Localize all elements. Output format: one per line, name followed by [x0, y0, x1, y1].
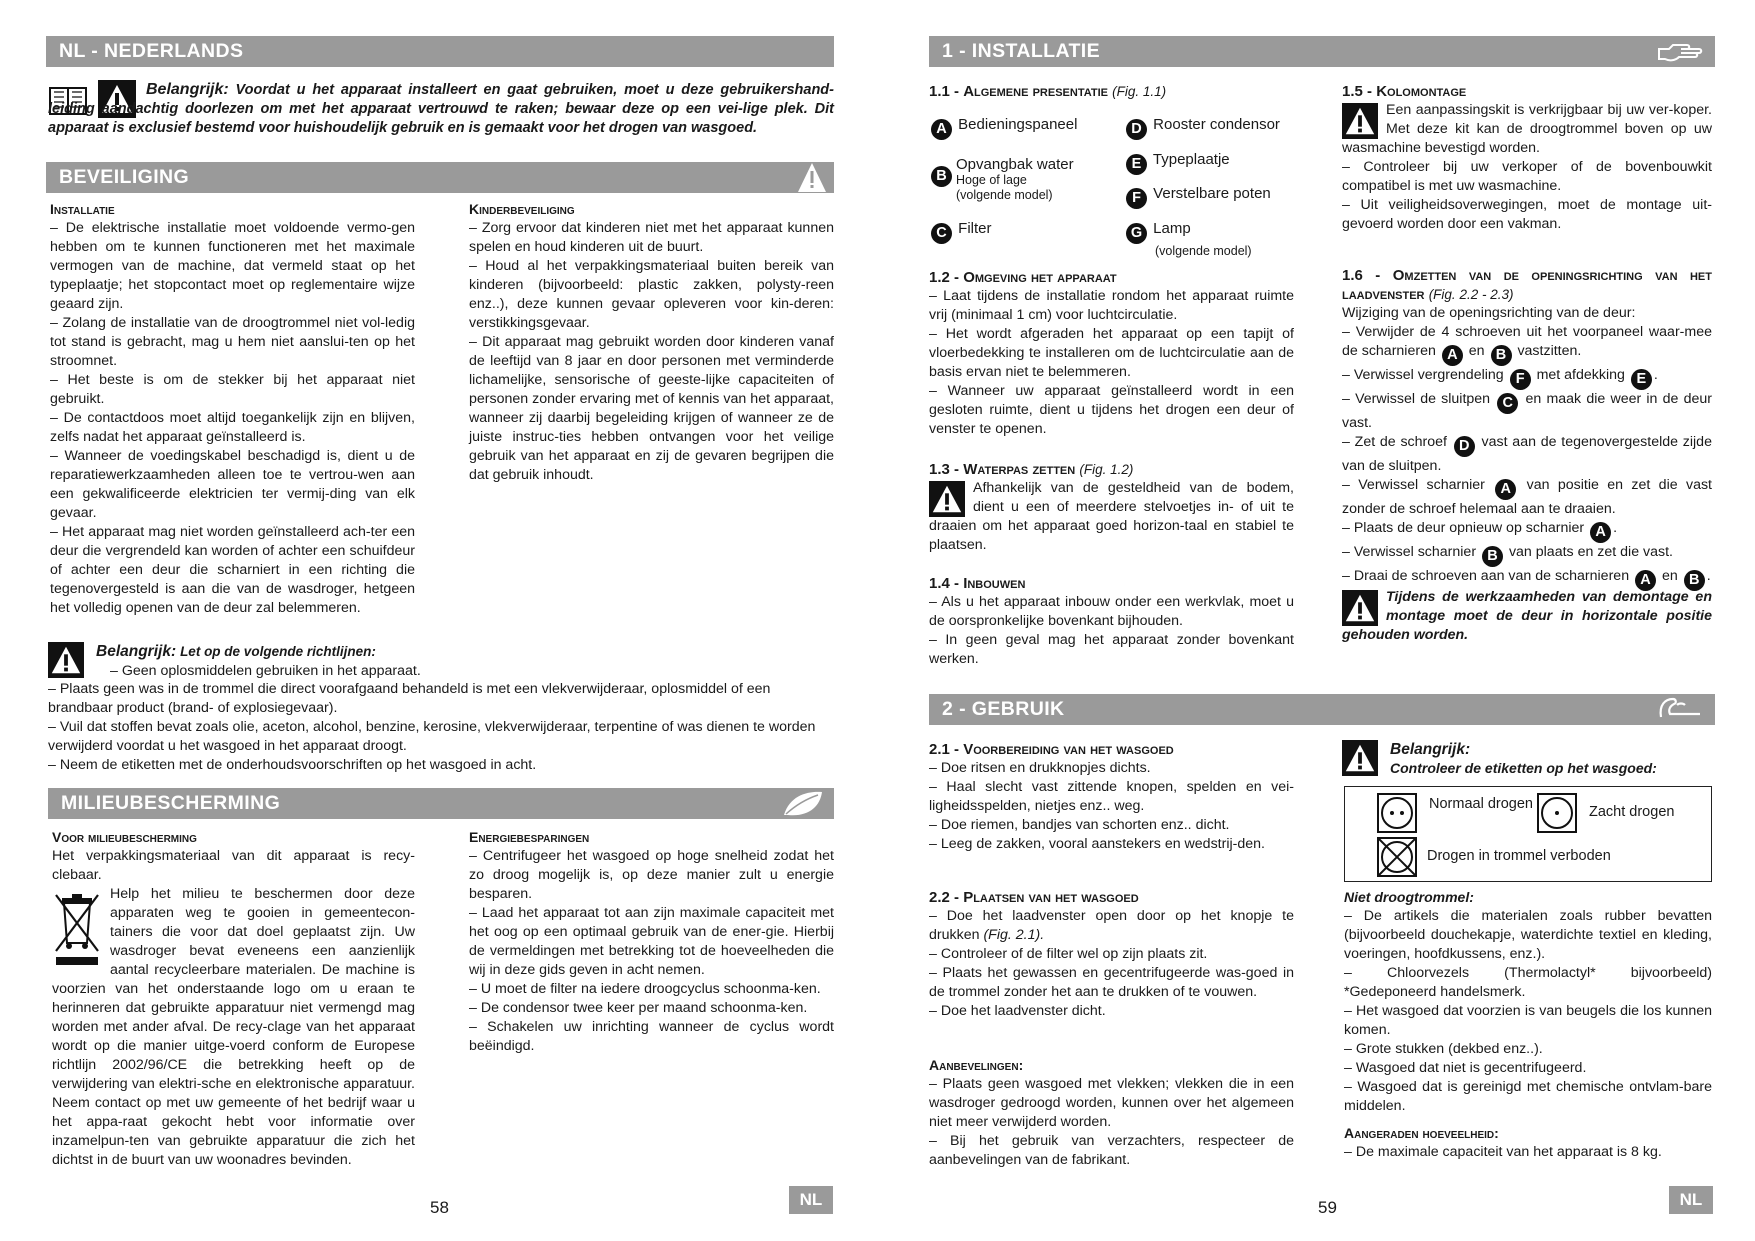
installatie-para: – Wanneer de voedingskabel beschadigd is, dient u de reparatiewerkzaamheden alleen toe te vertrou-wen aan een gekwalificeerde elektricien ter vermij-ding van elk gevaar. [50, 448, 415, 521]
richtlijnen-sub: Let op de volgende richtlijnen: [180, 644, 376, 659]
s12-para: – Wanneer uw apparaat geïnstalleerd wordt in een gesloten ruimte, dient u tijdens het drogen een deur of venster te openen. [929, 383, 1294, 437]
gebruik-header-title: 2 - GEBRUIK [942, 698, 1065, 720]
energie-para: – Centrifugeer het wasgoed op hoge snelheid zodat het zo droog mogelijk is, op deze manier zult u energie besparen. [469, 848, 834, 902]
niet-para: – Wasgoed dat is gereinigd met chemische ontvlam-bare middelen. [1344, 1079, 1712, 1114]
s12-section [929, 268, 1294, 439]
part-a: A Bedieningspaneel [929, 116, 1077, 140]
s21-section [929, 740, 1294, 854]
s22-para: – Doe het laadvenster open door op het knopje te drukken (Fig. 2.1). [929, 908, 1294, 943]
richtlijnen-para: – Neem de etiketten met de onderhoudsvoorschriften op het wasgoed in acht. [48, 757, 537, 773]
leaf-icon [776, 789, 826, 818]
installatie-section [50, 200, 415, 618]
s16-step: – Draai de schroeven aan van de scharnieren A en B . [1342, 567, 1712, 591]
care-gentle-label: Zacht drogen [1589, 804, 1675, 820]
s13-text: Afhankelijk van de gesteldheid van de bodem, dient u een of meerdere stelvoetjes in- of uit te draaien om het apparaat goed horizon-taal en stabiel te plaatsen. [929, 480, 1294, 553]
s21-para: – Doe ritsen en drukknopjes dichts. [929, 760, 1151, 776]
lang-tag-right: NL [1669, 1186, 1713, 1214]
niet-droog-section [1344, 888, 1712, 1116]
s16-heading: 1.6 - Omzetten van de openingsrichting van het laadvenster (Fig. 2.2 - 2.3) [1342, 267, 1712, 303]
care-label-box [1344, 786, 1712, 882]
lang-header-title: NL - NEDERLANDS [59, 40, 244, 62]
kinder-para: – Dit apparaat mag gebruikt worden door kinderen vanaf de leeftijd van 8 jaar en door personen met verminderde lichamelijke, sensorische of geeste-lijke capaciteiten of personen zonder ervaring met of kennis van het apparaat, wanneer zij daarbij begeleiding krijgen of wanneer ze de juiste instruc-ties hebben ontvangen voor het veilige gebruik van het apparaat en zij de gevaren begrijpen die dat gebruik inhoudt. [469, 334, 834, 483]
page-number-left: 58 [430, 1198, 449, 1217]
richtlijnen-first: – Geen oplosmiddelen gebruiken in het apparaat. [110, 663, 421, 679]
s16-step: – Verwissel vergrendeling F met afdekking E . [1342, 366, 1712, 390]
niet-para: – Grote stukken (dekbed enz..). [1344, 1041, 1543, 1057]
aanger-section [1344, 1124, 1712, 1162]
s22-para: – Doe het laadvenster dicht. [929, 1003, 1106, 1019]
richtlijnen-list [48, 680, 836, 775]
s14-para: – Als u het apparaat inbouw onder een werkvlak, moet u de oorspronkelijke bovenkant bijhouden. [929, 594, 1294, 629]
s11-heading: 1.1 - Algemene presentatie (Fig. 1.1) [929, 83, 1167, 100]
warning-icon [1342, 590, 1378, 626]
s16-step: – Verwissel scharnier A van positie en zet die vast zonder de schroef helemaal aan te draaien. [1342, 477, 1712, 517]
aanger-text: – De maximale capaciteit van het apparaat is 8 kg. [1344, 1144, 1662, 1160]
nl-header-bar [46, 36, 834, 67]
s16-section [1342, 266, 1712, 591]
warning-icon [929, 481, 965, 517]
milieu-section [52, 828, 415, 1170]
niet-title: Niet droogtrommel: [1344, 889, 1474, 905]
richtlijnen-head [96, 642, 836, 681]
part-e: E Typeplaatje [1124, 151, 1230, 175]
kinderbeveiliging-section [469, 200, 834, 485]
belangrijk-title: Belangrijk: [1390, 741, 1471, 758]
s16-step: – Zet de schroef D vast aan de tegenovergestelde zijde van de sluitpen. [1342, 434, 1712, 474]
s15-para: – Uit veiligheidsoverwegingen, moet de montage uit-gevoerd worden door een vakman. [1342, 197, 1712, 232]
part-g: G Lamp (volgende model) [1124, 220, 1252, 259]
aanger-title: Aangeraden hoeveelheid: [1344, 1125, 1499, 1141]
s21-para: – Doe riemen, bandjes van schorten enz.. dicht. [929, 817, 1230, 833]
s16-intro: Wijziging van de openingsrichting van de deur: [1342, 305, 1636, 321]
energie-para: – De condensor twee keer per maand schoonma-ken. [469, 1000, 808, 1016]
part-c: C Filter [929, 220, 992, 244]
richtlijnen-para: – Vuil dat stoffen bevat zoals olie, aceton, alcohol, benzine, kerosine, vlekverwijderaar, terpentine of was dienen te worden verwijderd voordat u het wasgoed in het apparaat droogt. [48, 719, 816, 754]
installatie-para: – Het apparaat mag niet worden geïnstalleerd ach-ter een deur die vergrendeld kan worden of achter een schuifdeur of achter een deur die scharniert in een richting die tegenovergesteld is aan die van de wasdroger, hetgeen het volledig openen van de deur zal belemmeren. [50, 524, 415, 616]
s21-para: – Haal slecht vast zittende knopen, spelden en vei-ligheidsspelden, nietjes enz.. weg. [929, 779, 1294, 814]
page-number-right: 59 [1318, 1198, 1337, 1217]
installatie-header-bar [929, 36, 1715, 67]
important-title: Belangrijk: [146, 81, 229, 98]
energie-para: – Laad het apparaat tot aan zijn maximale capaciteit met het oog op een optimaal gebruik van de ener-gie. Hierbij de vermeldingen met betrekking tot de hoeveelheden die wij in deze gids geven in acht nemen. [469, 905, 834, 978]
kinder-para: – Houd al het verpakkingsmateriaal buiten bereik van kinderen (bijvoorbeeld: plastic zakken, polysty-reen enz..), deze kunnen gevaar opleveren voor kin-deren: verstikkingsgevaar. [469, 258, 834, 331]
part-b: B Opvangbak water Hoge of lage (volgende model) [929, 156, 1074, 203]
important-text: Voordat u het apparaat installeert en gaat gebruiken, moet u deze gebruikershand-leiding aandachtig doorlezen om met het apparaat vertrouwd te raken; bewaar deze op een vei-lige plek. Dit apparaat is exclusief bestemd voor huishoudelijk gebruik en is gemaakt voor het drogen van wasgoed. [48, 82, 834, 136]
energie-para: – Schakelen uw inrichting wanneer de cyclus wordt beëindigd. [469, 1019, 834, 1054]
s14-heading: 1.4 - Inbouwen [929, 575, 1026, 592]
milieu-sub-title: Voor milieubescherming [52, 829, 197, 845]
care-normal-label: Normaal drogen [1429, 796, 1533, 812]
kinder-title: Kinderbeveiliging [469, 201, 575, 217]
warning-icon [776, 163, 826, 192]
richtlijnen-para: – Plaats geen was in de trommel die direct voorafgaand behandeld is met een vlekverwijderaar, oplosmiddel of een brandbaar product (brand- of explosiegevaar). [48, 681, 771, 716]
belangrijk-head [1390, 740, 1657, 778]
kinder-para: – Zorg ervoor dat kinderen niet met het apparaat kunnen spelen en houd kinderen uit de buurt. [469, 220, 834, 255]
warning-icon [1342, 740, 1378, 776]
part-f: F Verstelbare poten [1124, 185, 1271, 209]
lang-tag-left: NL [789, 1186, 833, 1214]
milieu-header-bar [48, 788, 834, 819]
s16-step: – Verwissel de sluitpen C en maak die weer in de deur vast. [1342, 391, 1713, 431]
installatie-para: – De elektrische installatie moet voldoende vermo-gen hebben om te kunnen functioneren met het maximale vermogen van de machine, dat vermeld staat op het typeplaatje; het stopcontact moet op reglementaire wijze geaard zijn. [50, 220, 415, 312]
warning-icon [48, 642, 84, 678]
s21-heading: 2.1 - Voorbereiding van het wasgoed [929, 741, 1174, 758]
gebruik-header-bar [929, 694, 1715, 725]
energie-section [469, 828, 834, 1056]
care-forbidden-label: Drogen in trommel verboden [1427, 848, 1611, 864]
energie-para: – U moet de filter na iedere droogcyclus schoonma-ken. [469, 981, 821, 997]
installatie-title: Installatie [50, 201, 115, 217]
s16-warning [1342, 588, 1712, 645]
s15-text: Een aanpassingskit is verkrijgbaar bij uw ver-koper. Met deze kit kan de droogtrommel boven op uw wasmachine bevestigd worden. [1342, 102, 1712, 156]
s16-step: – Plaats de deur opnieuw op scharnier A . [1342, 519, 1712, 543]
s22-section [929, 888, 1294, 1021]
hand-icon [1657, 695, 1707, 724]
aanbev-para: – Plaats geen wasgoed met vlekken; vlekken die in een wasdroger gedroogd worden, kunnen over het algemeen niet meer verwijderd worden. [929, 1076, 1294, 1130]
energie-title: Energiebesparingen [469, 829, 590, 845]
s12-para: – Het wordt afgeraden het apparaat op een tapijt of vloerbedekking te installeren om de luchtcirculatie aan de basis ervan niet te belemmeren. [929, 326, 1294, 380]
important-intro [48, 80, 834, 138]
milieu-title: MILIEUBESCHERMING [61, 792, 281, 814]
milieu-intro: Het verpakkingsmateriaal van dit apparaat is recy-clebaar. [52, 848, 415, 883]
s14-para: – In geen geval mag het apparaat zonder bovenkant werken. [929, 632, 1294, 667]
richtlijnen-title: Belangrijk: [96, 643, 177, 660]
installatie-para: – Het beste is om de stekker bij het apparaat niet gebruikt. [50, 372, 415, 407]
s15-heading: 1.5 - Kolomontage [1342, 83, 1467, 100]
niet-para: – Wasgoed dat niet is gecentrifugeerd. [1344, 1060, 1587, 1076]
installatie-para: – Zolang de installatie van de droogtrommel niet vol-ledig tot stand is gebracht, mag u hem niet aanslui-ten op het stroomnet. [50, 315, 415, 369]
tumble-dry-gentle-icon [1537, 793, 1577, 833]
niet-para: – De artikels die materialen zoals rubber bevatten (bijvoorbeeld douchekapje, waterdichte textiel en kleding, voeringen, hoofdkussens, enz.). [1344, 908, 1712, 962]
aanbev-title: Aanbevelingen: [929, 1057, 1024, 1073]
s13-section [929, 460, 1294, 555]
niet-para: – Chloorvezels (Thermolactyl* bijvoorbeeld) *Gedeponeerd handelsmerk. [1344, 965, 1712, 1000]
milieu-text: Help het milieu te beschermen door deze apparaten weg te gooien in gemeentecon-tainers die voor dat doel geplaatst zijn. Uw wasdroger bevat eveneens een aanzienlijk aantal recycleerbare materialen. De machine is voorzien van het onderstaande logo om u eraan te herinneren dat gebruikte apparatuur niet vermengd mag worden met ander afval. De recy-clage van het apparaat wordt op die manier uitge-voerd conform de Europese richtlijn 2002/96/CE die betrekking heeft op de verwijdering van elektri-sche en elektronische apparatuur. Neem contact op met uw gemeente of het bedrijf waar u het appa-raat gekocht hebt voor informatie over inzamelpun-ten van gebruikte apparatuur die zich het dichtst in de buurt van uw woonadres bevinden. [52, 886, 415, 1168]
s22-heading: 2.2 - Plaatsen van het wasgoed [929, 889, 1139, 906]
s13-heading: 1.3 - Waterpas zetten (Fig. 1.2) [929, 461, 1134, 478]
installatie-header-title: 1 - INSTALLATIE [942, 40, 1101, 62]
aanbev-section [929, 1056, 1294, 1170]
s21-para: – Leeg de zakken, vooral aanstekers en wedstrij-den. [929, 836, 1265, 852]
beveiliging-title: BEVEILIGING [59, 166, 190, 188]
beveiliging-header-bar [46, 162, 834, 193]
s22-para: – Plaats het gewassen en gecentrifugeerde was-goed in de trommel zonder het aan te drukken of te vouwen. [929, 965, 1294, 1000]
installatie-para: – De contactdoos moet altijd toegankelijk zijn en blijven, zelfs nadat het apparaat geïnstalleerd is. [50, 410, 415, 445]
s15-section [1342, 82, 1712, 234]
s16-step: – Verwijder de 4 schroeven uit het voorpaneel waar-mee de scharnieren A en B vastzitten. [1342, 323, 1712, 366]
tumble-dry-forbidden-icon [1377, 837, 1417, 877]
s12-para: – Laat tijdens de installatie rondom het apparaat ruimte vrij (minimaal 1 cm) voor luchtcirculatie. [929, 288, 1294, 323]
niet-para: – Het wasgoed dat voorzien is van beugels die los kunnen komen. [1344, 1003, 1712, 1038]
s12-heading: 1.2 - Omgeving het apparaat [929, 269, 1117, 286]
hand-icon [1657, 37, 1707, 66]
part-d: D Rooster condensor [1124, 116, 1280, 140]
belangrijk-sub: Controleer de etiketten op het wasgoed: [1390, 760, 1657, 776]
weee-bin-icon [52, 889, 102, 967]
s16-step: – Verwissel scharnier B van plaats en zet die vast. [1342, 543, 1712, 567]
aanbev-para: – Bij het gebruik van verzachters, respecteer de aanbevelingen van de fabrikant. [929, 1133, 1294, 1168]
tumble-dry-normal-icon [1377, 793, 1417, 833]
s22-para: – Controleer of de filter wel op zijn plaats zit. [929, 946, 1208, 962]
warning-icon [1342, 103, 1378, 139]
s14-section [929, 574, 1294, 669]
s15-para: – Controleer bij uw verkoper of de bovenbouwkit compatibel is met uw wasmachine. [1342, 159, 1712, 194]
s16-warning-text: Tijdens de werkzaamheden van demontage en montage moet de deur in horizontale positie gehouden worden. [1342, 589, 1712, 643]
